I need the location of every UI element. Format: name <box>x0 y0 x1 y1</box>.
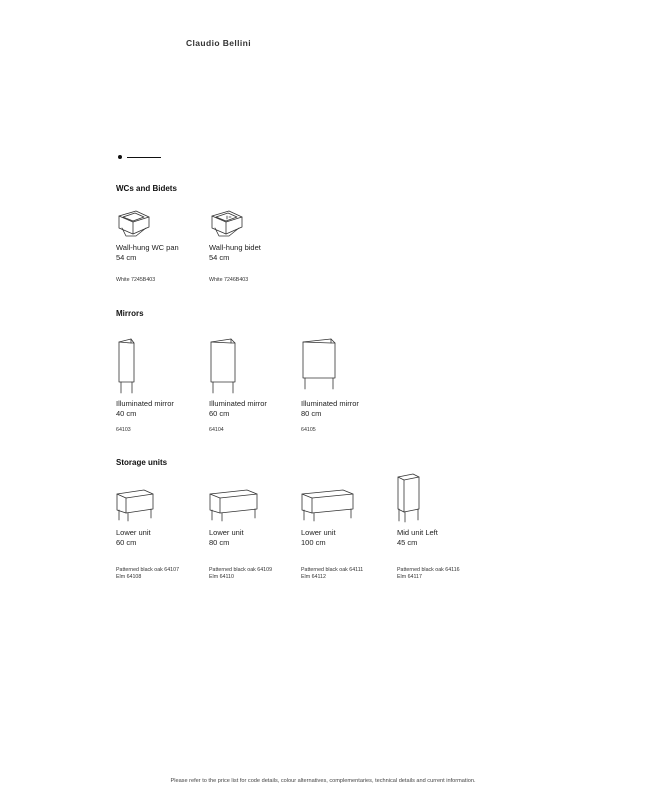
product-code: Elm 64110 <box>209 574 234 580</box>
product-lower-unit-60 <box>116 528 206 547</box>
product-code: Elm 64108 <box>116 574 142 580</box>
product-code: Patterned black oak 64111 <box>301 567 364 573</box>
product-name: Illuminated mirror <box>116 399 174 408</box>
product-name: Wall-hung bidet <box>209 243 261 252</box>
product-name: Lower unit <box>116 528 151 537</box>
product-name: Illuminated mirror <box>209 399 267 408</box>
product-name: Mid unit Left <box>397 528 438 537</box>
product-name: Lower unit <box>301 528 336 537</box>
product-code: Patterned black oak 64116 <box>397 567 460 573</box>
footer-note: Please refer to the price list for code details, colour alternatives, complementaries, technical details and current information. <box>170 778 476 784</box>
product-size: 60 cm <box>209 408 230 418</box>
product-code: Patterned black oak 64107 <box>116 567 180 573</box>
product-code: 64105 <box>301 427 316 433</box>
section-title-storage: Storage units <box>116 458 168 467</box>
marker-dot <box>118 155 122 159</box>
brand-name: Claudio Bellini <box>186 38 252 48</box>
mirror-icon <box>116 338 138 394</box>
product-size: 80 cm <box>209 537 230 547</box>
product-mirror-40 <box>116 399 206 418</box>
product-size: 80 cm <box>301 408 322 418</box>
mirror-icon <box>301 338 339 394</box>
product-mirror-60 <box>209 399 299 418</box>
product-size: 100 cm <box>301 537 326 547</box>
product-code: 64104 <box>209 427 224 433</box>
mirror-icon <box>209 338 239 394</box>
lower-unit-icon <box>116 488 156 522</box>
product-code: 64103 <box>116 427 131 433</box>
product-name: Lower unit <box>209 528 244 537</box>
product-bidet <box>209 243 299 262</box>
product-code: Elm 64112 <box>301 574 326 580</box>
bidet-icon <box>209 210 245 240</box>
product-code: White 7245B403 <box>116 277 156 283</box>
wc-pan-icon <box>116 210 152 240</box>
lower-unit-icon <box>301 488 357 522</box>
product-wc-pan <box>116 243 206 262</box>
product-name: Wall-hung WC pan <box>116 243 179 252</box>
product-code: Patterned black oak 64109 <box>209 567 273 573</box>
product-name: Illuminated mirror <box>301 399 359 408</box>
section-title-mirrors: Mirrors <box>116 309 144 318</box>
product-size: 54 cm <box>209 252 230 262</box>
product-size: 45 cm <box>397 537 418 547</box>
product-lower-unit-100 <box>301 528 391 547</box>
product-code: White 7246B403 <box>209 277 249 283</box>
product-size: 54 cm <box>116 252 137 262</box>
product-lower-unit-80 <box>209 528 299 547</box>
product-size: 40 cm <box>116 408 137 418</box>
lower-unit-icon <box>209 488 261 522</box>
product-size: 60 cm <box>116 537 137 547</box>
product-mid-unit-left <box>397 528 487 547</box>
section-title-wcs: WCs and Bidets <box>116 184 177 193</box>
product-code: Elm 64117 <box>397 574 422 580</box>
section-marker <box>118 154 164 160</box>
marker-line <box>127 157 161 158</box>
product-mirror-80 <box>301 399 391 418</box>
mid-unit-icon <box>397 473 423 523</box>
